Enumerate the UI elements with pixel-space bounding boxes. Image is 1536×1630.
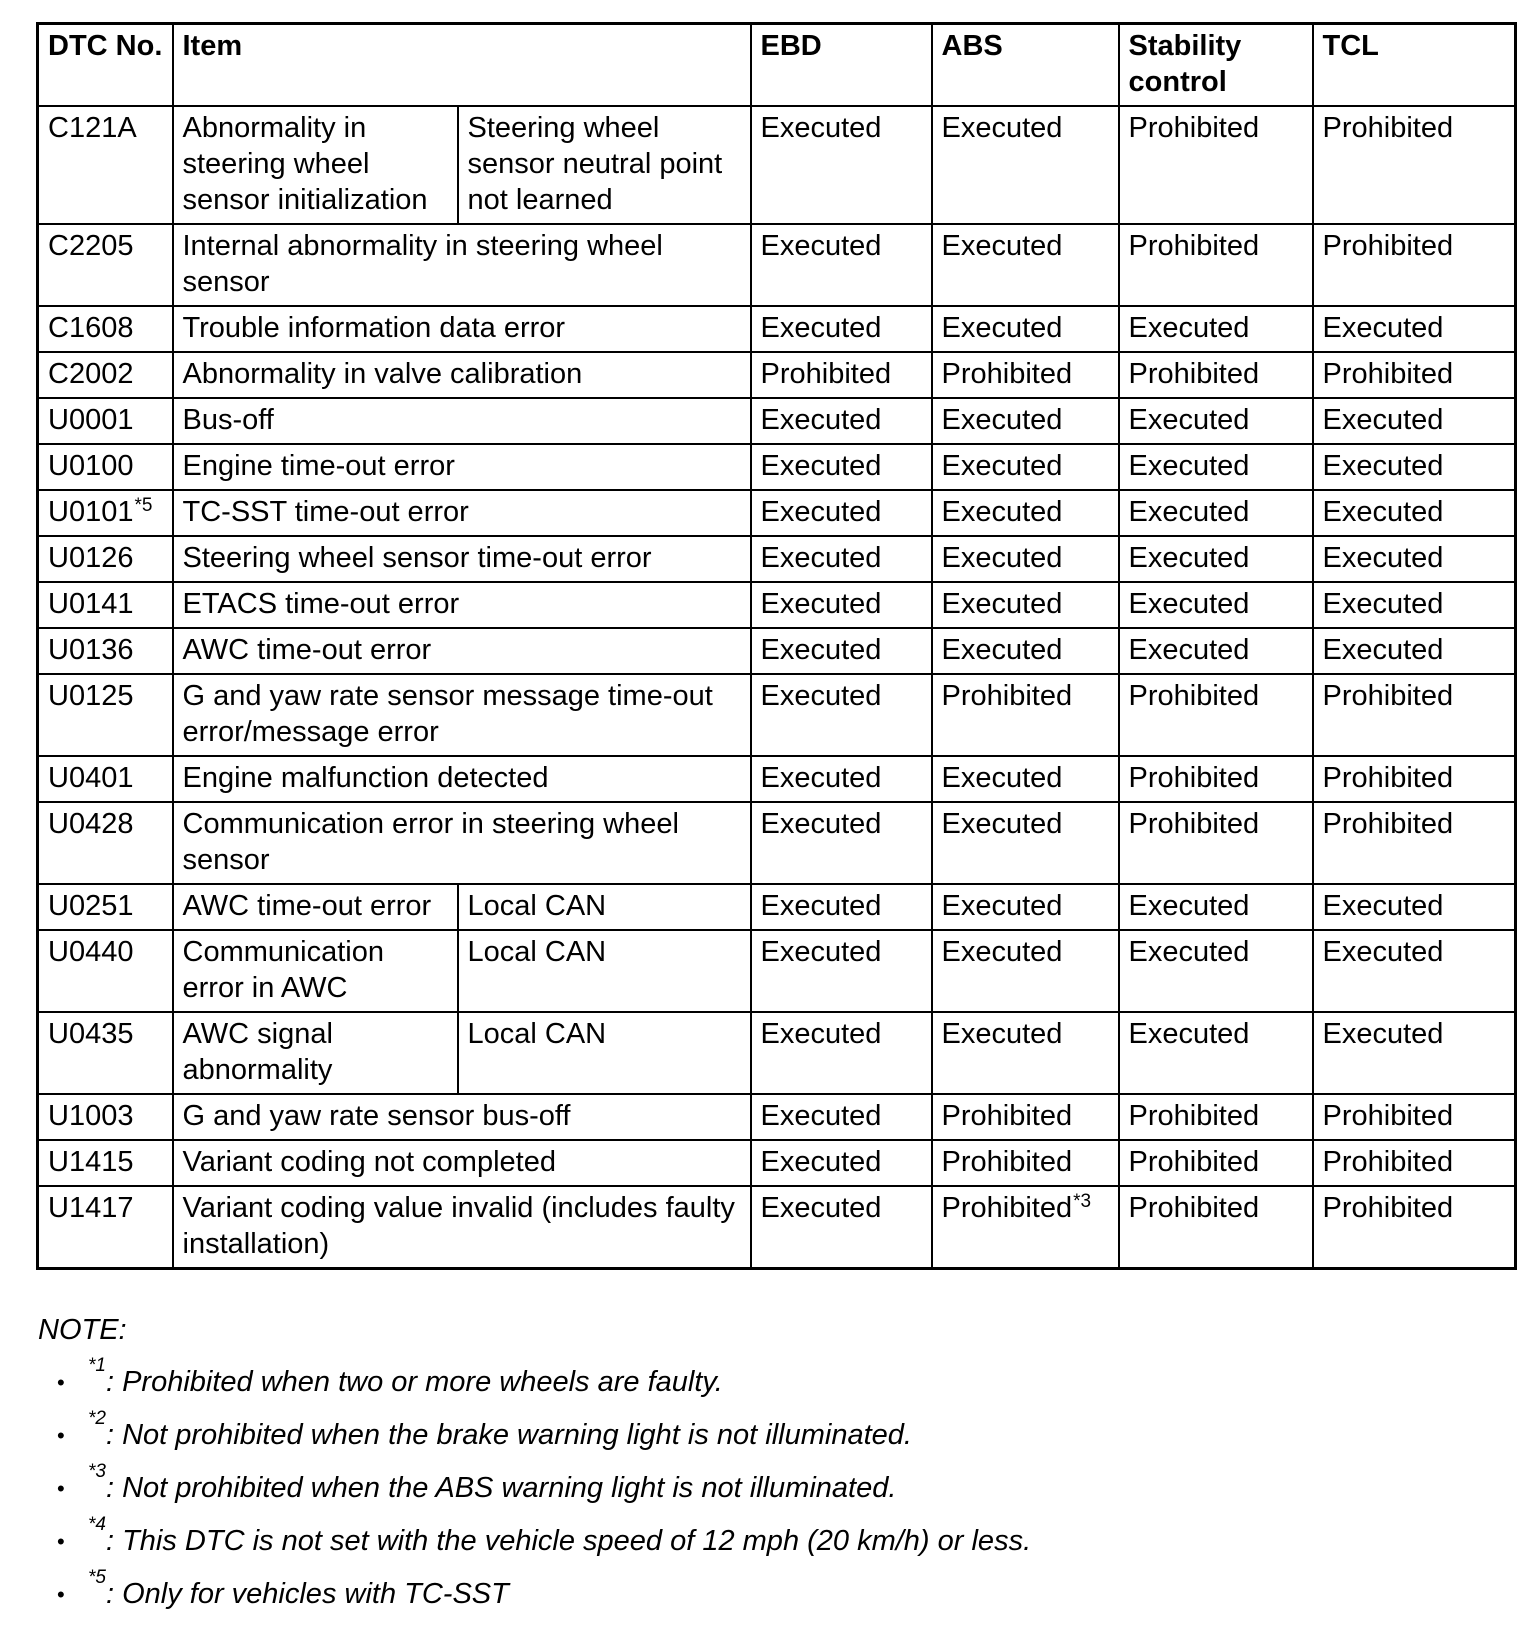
stability-control-cell (1119, 398, 1313, 444)
item-cell (173, 1186, 751, 1269)
item-cell-text: Trouble information data error (182, 312, 566, 344)
tcl-cell-text: Prohibited (1322, 1100, 1454, 1132)
abs-cell-text: Executed (941, 542, 1063, 574)
note-list (38, 1356, 1508, 1621)
tcl-cell-text: Prohibited (1322, 230, 1454, 262)
stability-control-cell-text: Executed (1128, 312, 1250, 344)
stability-control-cell (1119, 582, 1313, 628)
item-cell (173, 1140, 751, 1186)
ebd-cell (751, 352, 932, 398)
stability-control-cell-text: Executed (1128, 496, 1250, 528)
stability-control-cell-text: Executed (1128, 588, 1250, 620)
ebd-cell (751, 1140, 932, 1186)
tcl-cell (1313, 224, 1516, 306)
header-item: Item (173, 24, 751, 107)
ebd-cell (751, 1012, 932, 1094)
tcl-cell-text: Prohibited (1322, 1146, 1454, 1178)
stability-control-cell (1119, 628, 1313, 674)
item-detail-cell-text: Steering wheel sensor neutral point not learned (467, 112, 723, 216)
ebd-cell (751, 224, 932, 306)
item-cell (173, 106, 458, 224)
abs-cell-text: Executed (941, 230, 1063, 262)
item-cell-text: TC-SST time-out error (182, 496, 469, 528)
note-text: : This DTC is not set with the vehicle speed of 12 mph (20 km/h) or less. (105, 1525, 1032, 1557)
note-title: NOTE: (38, 1314, 127, 1346)
dtc-cell (38, 930, 173, 1012)
stability-control-cell-text: Executed (1128, 1018, 1250, 1050)
dtc-cell (38, 398, 173, 444)
table-row (38, 1012, 1516, 1094)
tcl-cell-text: Prohibited (1322, 1192, 1454, 1224)
item-detail-cell (458, 106, 751, 224)
item-cell-text: Variant coding not completed (182, 1146, 556, 1178)
stability-control-cell-text: Prohibited (1128, 358, 1260, 390)
dtc-cell-text: U0101 (48, 496, 134, 528)
dtc-cell (38, 490, 173, 536)
ebd-cell-text: Executed (760, 404, 882, 436)
abs-cell (932, 582, 1119, 628)
note-text: : Not prohibited when the ABS warning light is not illuminated. (105, 1472, 897, 1504)
tcl-cell-text: Executed (1322, 542, 1444, 574)
abs-cell (932, 306, 1119, 352)
tcl-cell (1313, 756, 1516, 802)
abs-cell-text: Prohibited (941, 1146, 1073, 1178)
item-cell (173, 1094, 751, 1140)
note-text: : Prohibited when two or more wheels are faulty. (105, 1366, 723, 1398)
stability-control-cell (1119, 352, 1313, 398)
abs-cell-text: Prohibited (941, 358, 1073, 390)
tcl-cell (1313, 106, 1516, 224)
item-cell-text: Communication error in steering wheel sensor (182, 808, 679, 876)
abs-cell (932, 930, 1119, 1012)
ebd-cell-text: Executed (760, 112, 882, 144)
ebd-cell-text: Executed (760, 312, 882, 344)
table-row (38, 444, 1516, 490)
note-footnote-marker: *2 (88, 1408, 106, 1429)
stability-control-cell (1119, 1140, 1313, 1186)
item-cell-text: Bus-off (182, 404, 274, 436)
dtc-cell (38, 444, 173, 490)
dtc-cell-text: U0401 (48, 762, 134, 794)
item-detail-cell-text: Local CAN (467, 936, 607, 968)
ebd-cell-text: Executed (760, 230, 882, 262)
note-footnote-marker: *1 (88, 1355, 106, 1376)
note-text: : Not prohibited when the brake warning light is not illuminated. (105, 1419, 912, 1451)
tcl-cell (1313, 490, 1516, 536)
stability-control-cell-text: Executed (1128, 404, 1250, 436)
ebd-cell-text: Executed (760, 634, 882, 666)
header-tcl: TCL (1313, 24, 1516, 107)
dtc-cell (38, 884, 173, 930)
item-cell (173, 582, 751, 628)
table-row (38, 106, 1516, 224)
abs-cell-text: Executed (941, 936, 1063, 968)
tcl-cell (1313, 352, 1516, 398)
table-row (38, 884, 1516, 930)
dtc-cell-text: C2002 (48, 358, 134, 390)
dtc-cell-text: U1417 (48, 1192, 134, 1224)
tcl-cell-text: Prohibited (1322, 358, 1454, 390)
stability-control-cell (1119, 802, 1313, 884)
item-cell (173, 756, 751, 802)
table-row (38, 352, 1516, 398)
tcl-cell (1313, 536, 1516, 582)
stability-control-cell-text: Prohibited (1128, 1192, 1260, 1224)
abs-cell-text: Executed (941, 496, 1063, 528)
tcl-cell-text: Executed (1322, 588, 1444, 620)
item-detail-cell (458, 930, 751, 1012)
tcl-cell (1313, 306, 1516, 352)
tcl-cell (1313, 930, 1516, 1012)
abs-cell (932, 756, 1119, 802)
abs-cell-text: Executed (941, 450, 1063, 482)
abs-cell-text: Executed (941, 890, 1063, 922)
dtc-cell (38, 582, 173, 628)
tcl-cell (1313, 1012, 1516, 1094)
ebd-cell-text: Executed (760, 1192, 882, 1224)
ebd-cell-text: Prohibited (760, 358, 892, 390)
tcl-cell (1313, 884, 1516, 930)
tcl-cell (1313, 582, 1516, 628)
ebd-cell-text: Executed (760, 680, 882, 712)
footnote-marker: *5 (134, 495, 153, 516)
item-cell (173, 306, 751, 352)
dtc-cell-text: U0001 (48, 404, 134, 436)
item-detail-cell-text: Local CAN (467, 890, 607, 922)
stability-control-cell-text: Executed (1128, 634, 1250, 666)
ebd-cell (751, 490, 932, 536)
stability-control-cell (1119, 884, 1313, 930)
ebd-cell-text: Executed (760, 1146, 882, 1178)
abs-cell (932, 628, 1119, 674)
note-footnote-marker: *4 (88, 1514, 106, 1535)
table-row (38, 398, 1516, 444)
abs-cell (932, 1094, 1119, 1140)
tcl-cell-text: Executed (1322, 404, 1444, 436)
dtc-cell (38, 628, 173, 674)
tcl-cell-text: Executed (1322, 890, 1444, 922)
header-dtc: DTC No. (38, 24, 173, 107)
stability-control-cell (1119, 306, 1313, 352)
notes-section (38, 1310, 1508, 1621)
table-row (38, 1140, 1516, 1186)
bullet-icon: • (57, 1582, 65, 1607)
item-cell (173, 930, 458, 1012)
tcl-cell (1313, 1140, 1516, 1186)
abs-cell (932, 444, 1119, 490)
dtc-cell-text: C1608 (48, 312, 134, 344)
dtc-cell-text: U0428 (48, 808, 134, 840)
item-cell (173, 1012, 458, 1094)
header-stability-control: Stability control (1119, 24, 1313, 107)
tcl-cell (1313, 444, 1516, 490)
item-cell-text: Engine malfunction detected (182, 762, 549, 794)
abs-cell-text: Prohibited (941, 1192, 1073, 1224)
bullet-icon: • (57, 1370, 65, 1395)
abs-cell-text: Executed (941, 112, 1063, 144)
note-item (38, 1356, 1508, 1409)
item-cell (173, 628, 751, 674)
dtc-table (36, 22, 1517, 1270)
item-cell (173, 802, 751, 884)
ebd-cell-text: Executed (760, 762, 882, 794)
item-cell (173, 536, 751, 582)
item-detail-cell (458, 1012, 751, 1094)
tcl-cell-text: Prohibited (1322, 808, 1454, 840)
item-cell-text: Steering wheel sensor time-out error (182, 542, 652, 574)
abs-cell-text: Executed (941, 312, 1063, 344)
dtc-cell (38, 1186, 173, 1269)
dtc-cell (38, 106, 173, 224)
abs-cell-text: Executed (941, 588, 1063, 620)
note-item (38, 1409, 1508, 1462)
abs-cell (932, 884, 1119, 930)
stability-control-cell (1119, 224, 1313, 306)
tcl-cell-text: Executed (1322, 450, 1444, 482)
dtc-cell-text: U0136 (48, 634, 134, 666)
abs-cell-text: Prohibited (941, 680, 1073, 712)
item-cell-text: Abnormality in valve calibration (182, 358, 583, 390)
abs-cell (932, 490, 1119, 536)
table-header (38, 24, 1516, 107)
stability-control-cell-text: Prohibited (1128, 230, 1260, 262)
item-cell (173, 884, 458, 930)
stability-control-cell (1119, 674, 1313, 756)
stability-control-cell-text: Executed (1128, 542, 1250, 574)
ebd-cell (751, 756, 932, 802)
stability-control-cell (1119, 756, 1313, 802)
item-cell (173, 674, 751, 756)
item-cell-text: Internal abnormality in steering wheel sensor (182, 230, 663, 298)
stability-control-cell (1119, 490, 1313, 536)
note-footnote-marker: *5 (88, 1567, 106, 1588)
item-cell-text: AWC time-out error (182, 634, 432, 666)
table-row (38, 306, 1516, 352)
item-cell-text: Communication error in AWC (182, 936, 384, 1004)
dtc-cell (38, 802, 173, 884)
ebd-cell-text: Executed (760, 936, 882, 968)
stability-control-cell (1119, 930, 1313, 1012)
tcl-cell-text: Executed (1322, 1018, 1444, 1050)
item-detail-cell-text: Local CAN (467, 1018, 607, 1050)
ebd-cell (751, 674, 932, 756)
tcl-cell-text: Prohibited (1322, 680, 1454, 712)
item-cell-text: ETACS time-out error (182, 588, 460, 620)
stability-control-cell-text: Prohibited (1128, 1100, 1260, 1132)
tcl-cell (1313, 398, 1516, 444)
ebd-cell (751, 444, 932, 490)
abs-cell (932, 1186, 1119, 1269)
bullet-icon: • (57, 1476, 65, 1501)
table-row (38, 802, 1516, 884)
abs-cell (932, 674, 1119, 756)
note-item (38, 1515, 1508, 1568)
dtc-cell-text: U0251 (48, 890, 134, 922)
tcl-cell (1313, 674, 1516, 756)
tcl-cell-text: Executed (1322, 634, 1444, 666)
bullet-icon: • (57, 1423, 65, 1448)
item-cell (173, 224, 751, 306)
ebd-cell-text: Executed (760, 1100, 882, 1132)
table-row (38, 628, 1516, 674)
tcl-cell-text: Prohibited (1322, 762, 1454, 794)
abs-cell (932, 352, 1119, 398)
dtc-cell (38, 674, 173, 756)
ebd-cell (751, 1186, 932, 1269)
stability-control-cell-text: Prohibited (1128, 1146, 1260, 1178)
table-body (38, 106, 1516, 1269)
dtc-cell (38, 1012, 173, 1094)
abs-cell-text: Prohibited (941, 1100, 1073, 1132)
ebd-cell (751, 398, 932, 444)
stability-control-cell (1119, 1094, 1313, 1140)
ebd-cell (751, 536, 932, 582)
ebd-cell (751, 106, 932, 224)
dtc-cell-text: U0126 (48, 542, 134, 574)
tcl-cell (1313, 1094, 1516, 1140)
dtc-cell (38, 352, 173, 398)
item-cell-text: Engine time-out error (182, 450, 455, 482)
ebd-cell-text: Executed (760, 450, 882, 482)
abs-cell (932, 802, 1119, 884)
stability-control-cell-text: Prohibited (1128, 112, 1260, 144)
table-row (38, 536, 1516, 582)
ebd-cell (751, 802, 932, 884)
ebd-cell-text: Executed (760, 1018, 882, 1050)
item-cell (173, 444, 751, 490)
stability-control-cell (1119, 1186, 1313, 1269)
ebd-cell-text: Executed (760, 496, 882, 528)
item-cell-text: Abnormality in steering wheel sensor initialization (182, 112, 428, 216)
abs-cell-text: Executed (941, 1018, 1063, 1050)
table-row (38, 224, 1516, 306)
table-row (38, 1094, 1516, 1140)
tcl-cell-text: Executed (1322, 936, 1444, 968)
ebd-cell (751, 582, 932, 628)
table-row (38, 582, 1516, 628)
dtc-cell (38, 536, 173, 582)
abs-cell (932, 536, 1119, 582)
dtc-cell-text: U0125 (48, 680, 134, 712)
table-row (38, 756, 1516, 802)
stability-control-cell (1119, 106, 1313, 224)
stability-control-cell (1119, 1012, 1313, 1094)
tcl-cell-text: Executed (1322, 496, 1444, 528)
header-row (38, 24, 1516, 107)
dtc-cell (38, 1140, 173, 1186)
ebd-cell-text: Executed (760, 808, 882, 840)
abs-cell-text: Executed (941, 404, 1063, 436)
item-cell (173, 398, 751, 444)
ebd-cell (751, 306, 932, 352)
dtc-cell-text: C121A (48, 112, 137, 144)
ebd-cell (751, 884, 932, 930)
stability-control-cell-text: Executed (1128, 450, 1250, 482)
dtc-cell-text: U0141 (48, 588, 134, 620)
abs-cell (932, 1140, 1119, 1186)
stability-control-cell-text: Executed (1128, 936, 1250, 968)
note-item (38, 1462, 1508, 1515)
header-ebd: EBD (751, 24, 932, 107)
abs-cell-text: Executed (941, 762, 1063, 794)
dtc-cell (38, 1094, 173, 1140)
item-cell-text: Variant coding value invalid (includes faulty installation) (182, 1192, 735, 1260)
footnote-marker: *3 (1073, 1191, 1092, 1212)
stability-control-cell (1119, 536, 1313, 582)
dtc-cell (38, 756, 173, 802)
stability-control-cell-text: Executed (1128, 890, 1250, 922)
tcl-cell-text: Prohibited (1322, 112, 1454, 144)
abs-cell-text: Executed (941, 634, 1063, 666)
item-cell-text: G and yaw rate sensor bus-off (182, 1100, 571, 1132)
note-text: : Only for vehicles with TC-SST (105, 1578, 509, 1610)
note-item (38, 1568, 1508, 1621)
ebd-cell (751, 1094, 932, 1140)
stability-control-cell-text: Prohibited (1128, 680, 1260, 712)
tcl-cell-text: Executed (1322, 312, 1444, 344)
tcl-cell (1313, 1186, 1516, 1269)
item-cell-text: AWC time-out error (182, 890, 432, 922)
abs-cell (932, 398, 1119, 444)
dtc-cell-text: C2205 (48, 230, 134, 262)
ebd-cell (751, 930, 932, 1012)
dtc-cell (38, 306, 173, 352)
item-cell (173, 352, 751, 398)
item-cell-text: G and yaw rate sensor message time-out error/message error (182, 680, 713, 748)
abs-cell (932, 1012, 1119, 1094)
stability-control-cell (1119, 444, 1313, 490)
table-row (38, 490, 1516, 536)
item-cell-text: AWC signal abnormality (182, 1018, 333, 1086)
dtc-cell-text: U1003 (48, 1100, 134, 1132)
dtc-cell-text: U0435 (48, 1018, 134, 1050)
dtc-cell-text: U0100 (48, 450, 134, 482)
abs-cell (932, 106, 1119, 224)
abs-cell-text: Executed (941, 808, 1063, 840)
stability-control-cell-text: Prohibited (1128, 762, 1260, 794)
dtc-cell-text: U1415 (48, 1146, 134, 1178)
tcl-cell (1313, 802, 1516, 884)
ebd-cell (751, 628, 932, 674)
abs-cell (932, 224, 1119, 306)
note-footnote-marker: *3 (88, 1461, 106, 1482)
stability-control-cell-text: Prohibited (1128, 808, 1260, 840)
table-row (38, 674, 1516, 756)
item-cell (173, 490, 751, 536)
item-detail-cell (458, 884, 751, 930)
bullet-icon: • (57, 1529, 65, 1554)
ebd-cell-text: Executed (760, 890, 882, 922)
dtc-cell-text: U0440 (48, 936, 134, 968)
dtc-cell (38, 224, 173, 306)
ebd-cell-text: Executed (760, 588, 882, 620)
header-abs: ABS (932, 24, 1119, 107)
tcl-cell (1313, 628, 1516, 674)
ebd-cell-text: Executed (760, 542, 882, 574)
table-row (38, 1186, 1516, 1269)
table-row (38, 930, 1516, 1012)
